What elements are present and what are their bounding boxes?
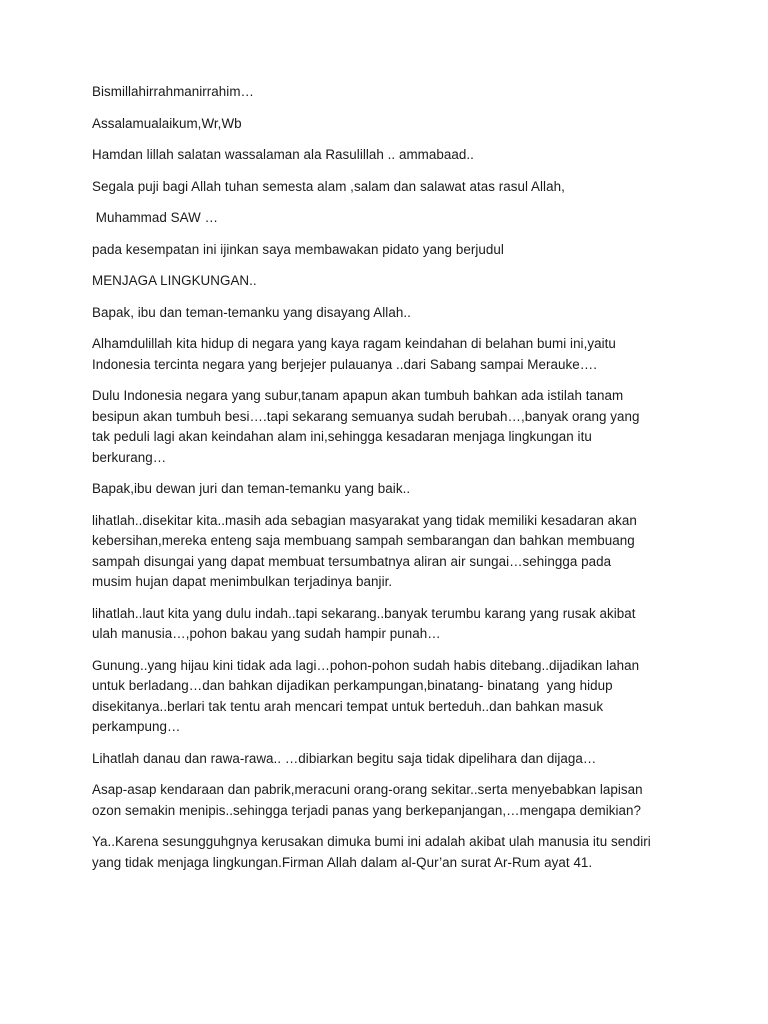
text-line: ozon semakin menipis..sehingga terjadi panas yang berkepanjangan,…mengapa demikian? [92, 802, 642, 818]
text-line: Bapak, ibu dan teman-temanku yang disayang Allah.. [92, 304, 411, 320]
paragraph [92, 511, 682, 593]
paragraph [92, 386, 682, 468]
text-line: musim hujan dapat menimbulkan terjadinya banjir. [92, 574, 393, 589]
text-line: Muhammad SAW … [92, 210, 219, 225]
text-line: Asap-asap kendaraan dan pabrik,meracuni orang-orang sekitar..serta menyebabkan lapisan [92, 782, 643, 797]
text-line: Segala puji bagi Allah tuhan semesta alam ,salam dan salawat atas rasul Allah, [92, 178, 565, 194]
text-line: besipun akan tumbuh besi….tapi sekarang semuanya sudah berubah…,banyak orang yang [92, 408, 640, 424]
text-line: Alhamdulillah kita hidup di negara yang kaya ragam keindahan di belahan bumi ini,yaitu [92, 336, 616, 351]
text-line: Ya..Karena sesungguhgnya kerusakan dimuka bumi ini adalah akibat ulah manusia itu sendiri [92, 834, 651, 849]
text-line: Indonesia tercinta negara yang berjejer pulauanya ..dari Sabang sampai Merauke…. [92, 356, 597, 372]
paragraph [92, 656, 682, 738]
paragraph [92, 208, 682, 229]
text-line: berkurang… [92, 449, 167, 465]
paragraph [92, 334, 682, 375]
text-line: yang tidak menjaga lingkungan.Firman Allah dalam al-Qur’an surat Ar-Rum ayat 41. [92, 854, 593, 870]
text-line: Bapak,ibu dewan juri dan teman-temanku yang baik.. [92, 481, 411, 496]
document-page [92, 82, 682, 884]
text-line: Hamdan lillah salatan wassalaman ala Rasulillah .. ammabaad.. [92, 147, 474, 162]
text-line: kebersihan,mereka enteng saja membuang sampah sembarangan dan bahkan membuang [92, 533, 635, 548]
paragraph [92, 479, 682, 500]
paragraph [92, 177, 682, 198]
text-line: Gunung..yang hijau kini tidak ada lagi…pohon-pohon sudah habis ditebang..dijadikan lahan [92, 657, 640, 673]
paragraph [92, 271, 682, 292]
text-line: disekitanya..berlari tak tentu arah mencari tempat untuk berteduh..dan bahkan masuk [92, 698, 604, 714]
paragraph [92, 749, 682, 770]
paragraph [92, 114, 682, 135]
text-line: ulah manusia…,pohon bakau yang sudah hampir punah… [92, 626, 441, 641]
text-line: Assalamualaikum,Wr,Wb [92, 115, 242, 131]
paragraph [92, 604, 682, 645]
text-line: sampah disungai yang dapat membuat tersumbatnya aliran air sungai…sehingga pada [92, 553, 612, 569]
paragraph [92, 145, 682, 166]
text-line: lihatlah..laut kita yang dulu indah..tapi sekarang..banyak terumbu karang yang rusak akibat [92, 605, 636, 621]
text-line: lihatlah..disekitar kita..masih ada sebagian masyarakat yang tidak memiliki kesadaran akan [92, 512, 637, 528]
text-line: Dulu Indonesia negara yang subur,tanam apapun akan tumbuh bahkan ada istilah tanam [92, 388, 624, 403]
text-line: Lihatlah danau dan rawa-rawa.. …dibiarkan begitu saja tidak dipelihara dan dijaga… [92, 750, 597, 766]
text-line: perkampung… [92, 719, 181, 734]
text-line: MENJAGA LINGKUNGAN.. [92, 273, 257, 288]
text-line: pada kesempatan ini ijinkan saya membawakan pidato yang berjudul [92, 241, 504, 257]
paragraph [92, 303, 682, 324]
text-line: tak peduli lagi akan keindahan alam ini,sehingga kesadaran menjaga lingkungan itu [92, 429, 592, 444]
paragraph [92, 780, 682, 821]
paragraph [92, 82, 682, 103]
paragraph [92, 832, 682, 873]
text-line: Bismillahirrahmanirrahim… [92, 84, 254, 99]
text-line: untuk berladang…dan bahkan dijadikan perkampungan,binatang- binatang yang hidup [92, 678, 613, 693]
paragraph [92, 240, 682, 261]
